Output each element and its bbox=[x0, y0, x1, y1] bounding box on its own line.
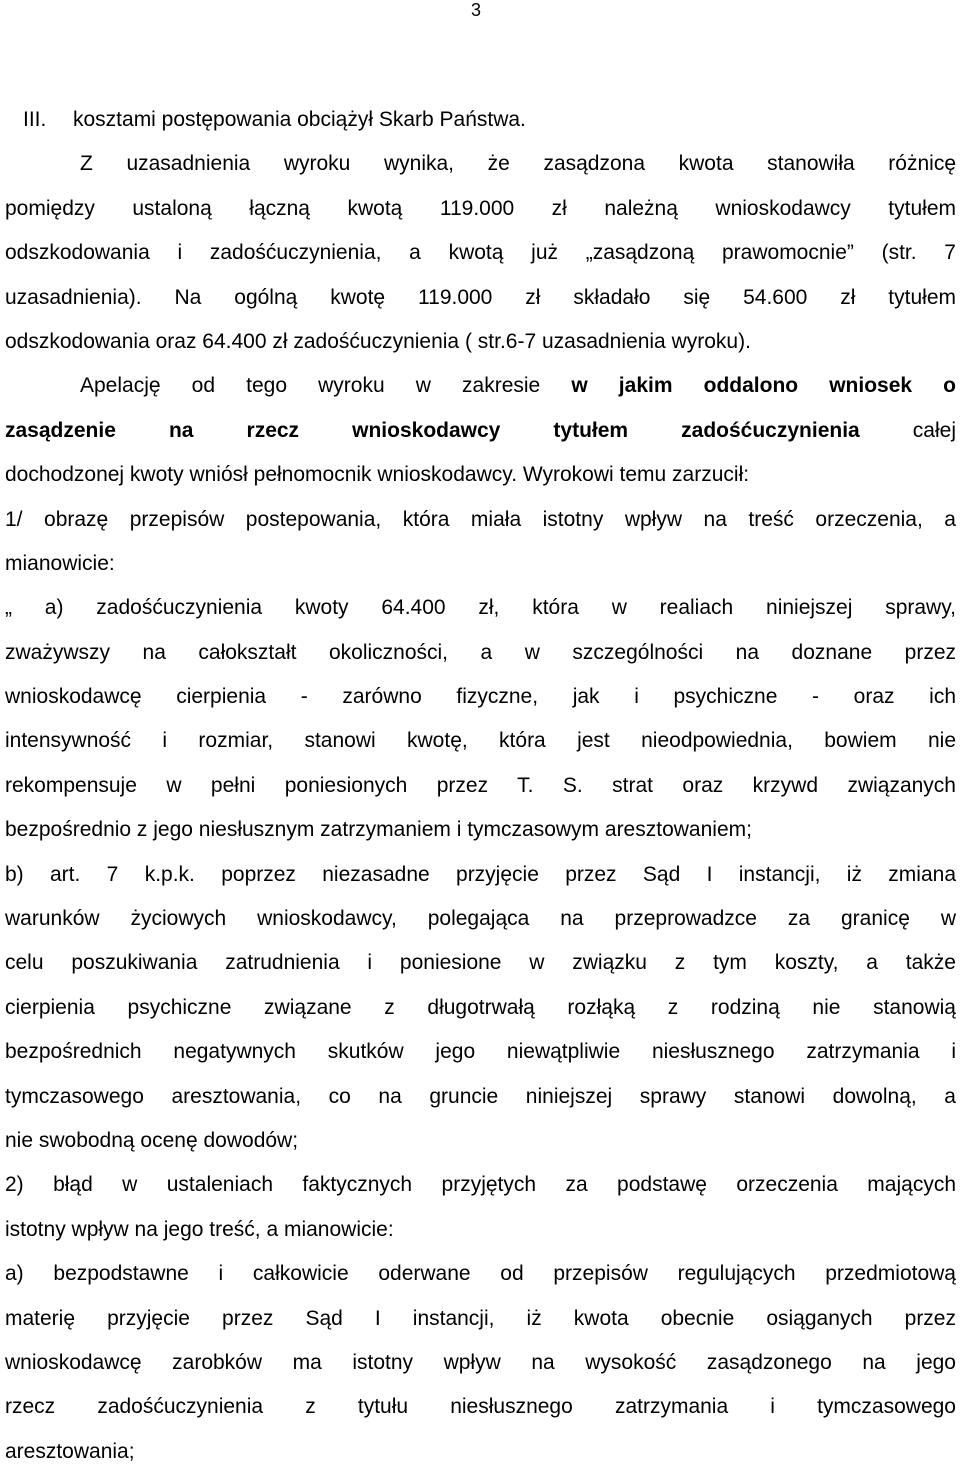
document-body bbox=[5, 98, 956, 1474]
paragraph-line: b) art. 7 k.p.k. poprzez niezasadne przyjęcie przez Sąd I instancji, iż zmiana bbox=[5, 862, 956, 886]
paragraph-line: wnioskodawcę zarobków ma istotny wpływ na wysokość zasądzonego na jego bbox=[5, 1350, 956, 1374]
section-iii-label: III. bbox=[23, 108, 47, 131]
appeal-line-1 bbox=[5, 364, 956, 408]
paragraph-line: aresztowania; bbox=[5, 1439, 135, 1463]
page-number: 3 bbox=[471, 0, 482, 20]
paragraph-line: cierpienia psychiczne związane z długotrwałą rozłąką z rodziną nie stanowią bbox=[5, 995, 956, 1019]
paragraph-line: zważywszy na całokształt okoliczności, a w szczególności na doznane przez bbox=[5, 640, 956, 664]
paragraph-line: Z uzasadnienia wyroku wynika, że zasądzona kwota stanowiła różnicę bbox=[80, 152, 956, 176]
paragraph-line: odszkodowania i zadośćuczynienia, a kwotą już „zasądzoną prawomocnie” (str. 7 bbox=[5, 241, 956, 265]
paragraph-line: rekompensuje w pełni poniesionych przez T. S. strat oraz krzywd związanych bbox=[5, 773, 956, 797]
appeal-line-1-normal: Apelację od tego wyroku w zakresie bbox=[80, 374, 541, 398]
appeal-line-2 bbox=[5, 409, 956, 453]
paragraph-line: bezpośrednio z jego niesłusznym zatrzymaniem i tymczasowym aresztowaniem; bbox=[5, 818, 752, 842]
paragraph-line: nie swobodną ocenę dowodów; bbox=[5, 1128, 299, 1152]
paragraph-line: materię przyjęcie przez Sąd I instancji, iż kwota obecnie osiąganych przez bbox=[5, 1306, 956, 1330]
paragraph-line: a) bezpodstawne i całkowicie oderwane od przepisów regulujących przedmiotową bbox=[5, 1262, 956, 1286]
paragraph-line: dochodzonej kwoty wniósł pełnomocnik wnioskodawcy. Wyrokowi temu zarzucił: bbox=[5, 463, 750, 487]
paragraph-line: „ a) zadośćuczynienia kwoty 64.400 zł, która w realiach niniejszej sprawy, bbox=[5, 596, 956, 620]
paragraph-line: warunków życiowych wnioskodawcy, polegająca na przeprowadzce za granicę w bbox=[5, 907, 956, 931]
paragraph-line: uzasadnienia). Na ogólną kwotę 119.000 zł składało się 54.600 zł tytułem bbox=[5, 285, 956, 309]
section-iii-line bbox=[5, 98, 956, 142]
paragraph-line: pomiędzy ustaloną łączną kwotą 119.000 zł należną wnioskodawcy tytułem bbox=[5, 196, 956, 220]
paragraph-line: rzecz zadośćuczynienia z tytułu niesłusznego zatrzymania i tymczasowego bbox=[5, 1395, 956, 1419]
section-iii-text: kosztami postępowania obciążył Skarb Państwa. bbox=[73, 108, 526, 131]
paragraph-line: odszkodowania oraz 64.400 zł zadośćuczynienia ( str.6-7 uzasadnienia wyroku). bbox=[5, 329, 751, 353]
paragraph-line: bezpośrednich negatywnych skutków jego niewątpliwie niesłusznego zatrzymania i bbox=[5, 1040, 956, 1064]
appeal-line-1-bold: w jakim oddalono wniosek o bbox=[571, 374, 957, 398]
paragraph-line: intensywność i rozmiar, stanowi kwotę, która jest nieodpowiednia, bowiem nie bbox=[5, 729, 956, 753]
paragraph-line: istotny wpływ na jego treść, a mianowicie: bbox=[5, 1217, 394, 1241]
paragraph-line: celu poszukiwania zatrudnienia i poniesione w związku z tym koszty, a także bbox=[5, 951, 956, 975]
paragraph-line: 2) błąd w ustaleniach faktycznych przyjętych za podstawę orzeczenia mających bbox=[5, 1173, 956, 1197]
paragraph-line: 1/ obrazę przepisów postepowania, która miała istotny wpływ na treść orzeczenia, a bbox=[5, 507, 956, 531]
paragraph-line: tymczasowego aresztowania, co na gruncie niniejszej sprawy stanowi dowolną, a bbox=[5, 1084, 956, 1108]
appeal-line-2-normal: całej bbox=[912, 418, 956, 442]
paragraph-line: wnioskodawcę cierpienia - zarówno fizyczne, jak i psychiczne - oraz ich bbox=[5, 685, 956, 709]
appeal-line-2-bold: zasądzenie na rzecz wnioskodawcy tytułem zadośćuczynienia bbox=[5, 418, 860, 442]
paragraph-line: mianowicie: bbox=[5, 551, 115, 575]
